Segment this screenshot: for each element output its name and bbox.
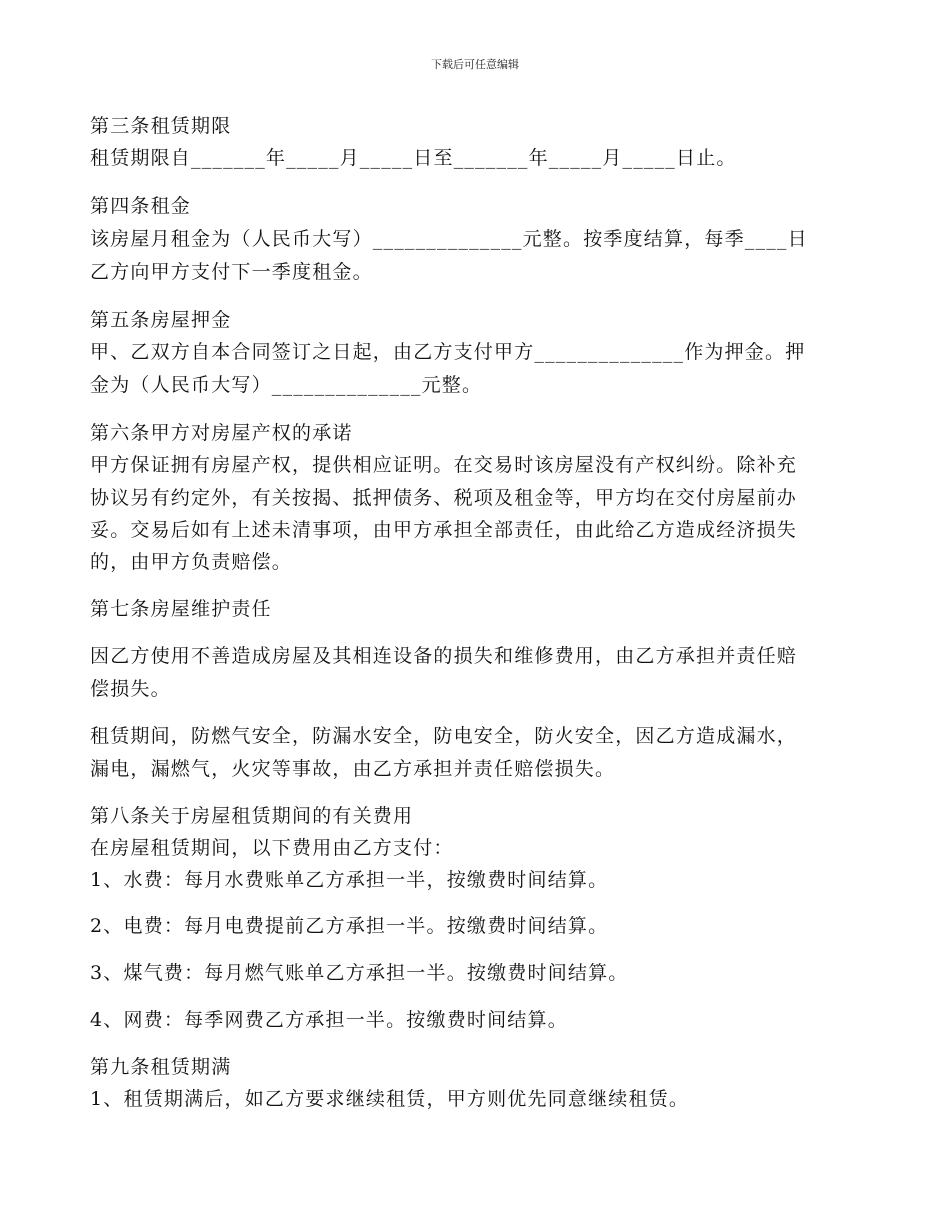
article-7-line-3: 租赁期间，防燃气安全，防漏水安全，防电安全，防火安全，因乙方造成漏水， xyxy=(90,725,798,747)
article-5-heading: 第五条房屋押金 xyxy=(90,309,232,331)
article-7-heading: 第七条房屋维护责任 xyxy=(90,598,272,620)
article-8-item-2: 2、电费：每月电费提前乙方承担一半。按缴费时间结算。 xyxy=(90,915,609,937)
article-6-line-2: 协议另有约定外，有关按揭、抵押债务、税项及租金等，甲方均在交付房屋前办 xyxy=(90,487,798,509)
article-5-line-1: 甲、乙双方自本合同签订之日起，由乙方支付甲方______________作为押金。押 xyxy=(90,341,806,363)
article-4-line-2: 乙方向甲方支付下一季度租金。 xyxy=(90,261,373,283)
article-9-item-1: 1、租赁期满后，如乙方要求继续租赁，甲方则优先同意继续租赁。 xyxy=(90,1088,690,1110)
article-3-heading: 第三条租赁期限 xyxy=(90,115,232,137)
article-6-line-4: 的，由甲方负责赔偿。 xyxy=(90,551,293,573)
article-4-line-1: 该房屋月租金为（人民币大写）______________元整。按季度结算，每季____日 xyxy=(90,228,808,250)
article-8-line-1: 在房屋租赁期间，以下费用由乙方支付： xyxy=(90,837,454,859)
page-header: 下载后可任意编辑 xyxy=(431,58,519,71)
article-4-heading: 第四条租金 xyxy=(90,195,192,217)
article-8-item-1: 1、水费：每月水费账单乙方承担一半，按缴费时间结算。 xyxy=(90,869,609,891)
article-6-line-3: 妥。交易后如有上述未清事项，由甲方承担全部责任，由此给乙方造成经济损失 xyxy=(90,519,798,541)
article-9-heading: 第九条租赁期满 xyxy=(90,1056,232,1078)
article-6-heading: 第六条甲方对房屋产权的承诺 xyxy=(90,422,353,444)
article-8-item-3: 3、煤气费：每月燃气账单乙方承担一半。按缴费时间结算。 xyxy=(90,962,629,984)
article-5-line-2: 金为（人民币大写）______________元整。 xyxy=(90,374,483,396)
article-3-line-1: 租赁期限自_______年_____月_____日至_______年_____月_____日止。 xyxy=(90,147,737,169)
article-8-heading: 第八条关于房屋租赁期间的有关费用 xyxy=(90,805,414,827)
article-7-line-2: 偿损失。 xyxy=(90,678,171,700)
article-8-item-4: 4、网费：每季网费乙方承担一半。按缴费时间结算。 xyxy=(90,1009,568,1031)
article-7-line-4: 漏电，漏燃气，火灾等事故，由乙方承担并责任赔偿损失。 xyxy=(90,758,616,780)
article-7-line-1: 因乙方使用不善造成房屋及其相连设备的损失和维修费用，由乙方承担并责任赔 xyxy=(90,645,798,667)
article-6-line-1: 甲方保证拥有房屋产权，提供相应证明。在交易时该房屋没有产权纠纷。除补充 xyxy=(90,454,798,476)
